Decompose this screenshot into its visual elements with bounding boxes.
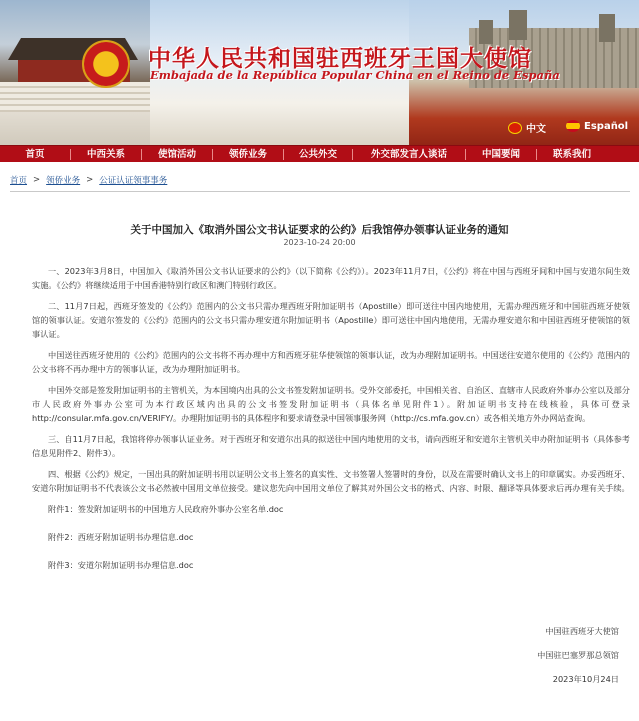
- nav-spokesperson[interactable]: 外交部发言人谈话: [370, 148, 447, 160]
- paragraph: 中国送往西班牙使用的《公约》范围内的公文书将不再办理中方和西班牙驻华使领馆的领事认证，改为办理附加证明书。中国送往安道尔使用的《公约》范围内的公文书将不再办理中方的领事认证，改为办理附加证明书。: [32, 350, 630, 374]
- breadcrumb-consular[interactable]: 领侨业务: [46, 176, 81, 186]
- nav-china-news[interactable]: 中国要闻: [481, 148, 520, 160]
- attachment-link[interactable]: 附件3：安道尔附加证明书办理信息.doc: [48, 560, 194, 570]
- article-date: 2023-10-24 20:00: [283, 238, 356, 247]
- signature-consulate: 中国驻巴塞罗那总领馆: [537, 650, 619, 660]
- site-title-cn: 中华人民共和国驻西班牙王国大使馆: [148, 45, 532, 72]
- nav-public-diplomacy[interactable]: 公共外交: [298, 148, 337, 160]
- breadcrumb: 首页 > 领侨业务 > 公证认证领事事务: [10, 175, 168, 186]
- signature-embassy: 中国驻西班牙大使馆: [545, 626, 619, 636]
- paragraph: 一、2023年3月8日，中国加入《取消外国公文书认证要求的公约》（以下简称《公约》）。2023年11月7日，《公约》将在中国与西班牙间和中国与安道尔间生效实施。《公约》将继续适用于中国香港特别行政区和澳门特别行政区。: [32, 266, 630, 290]
- breadcrumb-home[interactable]: 首页: [10, 176, 28, 186]
- site-title-es: Embajada de la República Popular China en el Reino de España: [150, 68, 560, 82]
- main-nav: [0, 145, 639, 162]
- attachment-link[interactable]: 附件1：签发附加证明书的中国地方人民政府外事办公室名单.doc: [48, 504, 284, 514]
- nav-contact[interactable]: 联系我们: [552, 148, 591, 160]
- article-title: 关于中国加入《取消外国公文书认证要求的公约》后我馆停办领事认证业务的通知: [130, 224, 509, 236]
- breadcrumb-notary[interactable]: 公证认证领事事务: [99, 176, 168, 186]
- nav-activities[interactable]: 使馆活动: [157, 148, 196, 160]
- paragraph: 中国外交部是签发附加证明书的主管机关，为本国境内出具的公文书签发附加证明书。受外交部委托，中国相关省、自治区、直辖市人民政府外事办公室以及部分市人民政府外事办公室可为本行政区域内出具的公文书签发附加证明书（具体名单见附件1）。附加证明书支持在线核验，具体可登录http://consular.mfa.gov.cn/VERIFY/。办理附加证明书的具体程序和要求请登录中国领事服务网（http://cs.mfa.gov.cn）或各相关地方外办网站查询。: [32, 385, 630, 423]
- paragraph: 二、11月7日起，西班牙签发的《公约》范围内的公文书只需办理西班牙附加证明书（Apostille）即可送往中国内地使用，无需办理西班牙和中国驻西班牙使领馆的领事认证。安道尔签发的《公约》范围内的公文书只需办理安道尔附加证明书（Apostille）即可送往中国内地使用，无需办理安道尔和中国驻西班牙使领馆的领事认证。: [32, 301, 630, 339]
- attachment-link[interactable]: 附件2：西班牙附加证明书办理信息.doc: [48, 532, 194, 542]
- article-body: [32, 264, 630, 586]
- china-flag-icon: [508, 122, 522, 134]
- lang-cn-label: 中文: [526, 124, 546, 135]
- paragraph: 四、根据《公约》规定，一国出具的附加证明书用以证明公文书上签名的真实性、文书签署人签署时的身份，以及在需要时确认文书上的印章属实。办妥西班牙、安道尔附加证明书不代表该公文书必然被中国用文单位接受。建议您先向中国用文单位了解其对外国公文书的格式、内容、时限、翻译等具体要求后再办理有关手续。: [32, 469, 630, 493]
- national-emblem-icon: [82, 40, 130, 88]
- signature-date: 2023年10月24日: [552, 674, 619, 684]
- spain-flag-icon: [566, 120, 580, 132]
- paragraph: 三、自11月7日起，我馆将停办领事认证业务。对于西班牙和安道尔出具的拟送往中国内地使用的文书，请向西班牙和安道尔主管机关申办附加证明书（具体参考信息见附件2、附件3）。: [32, 434, 630, 458]
- nav-consular[interactable]: 领侨业务: [228, 148, 267, 160]
- nav-home[interactable]: 首页: [25, 148, 45, 160]
- divider: [10, 191, 630, 192]
- nav-relations[interactable]: 中西关系: [86, 148, 125, 160]
- lang-switch-cn[interactable]: [508, 120, 546, 135]
- lang-es-label: Español: [584, 120, 629, 132]
- lang-switch-es[interactable]: [566, 120, 628, 132]
